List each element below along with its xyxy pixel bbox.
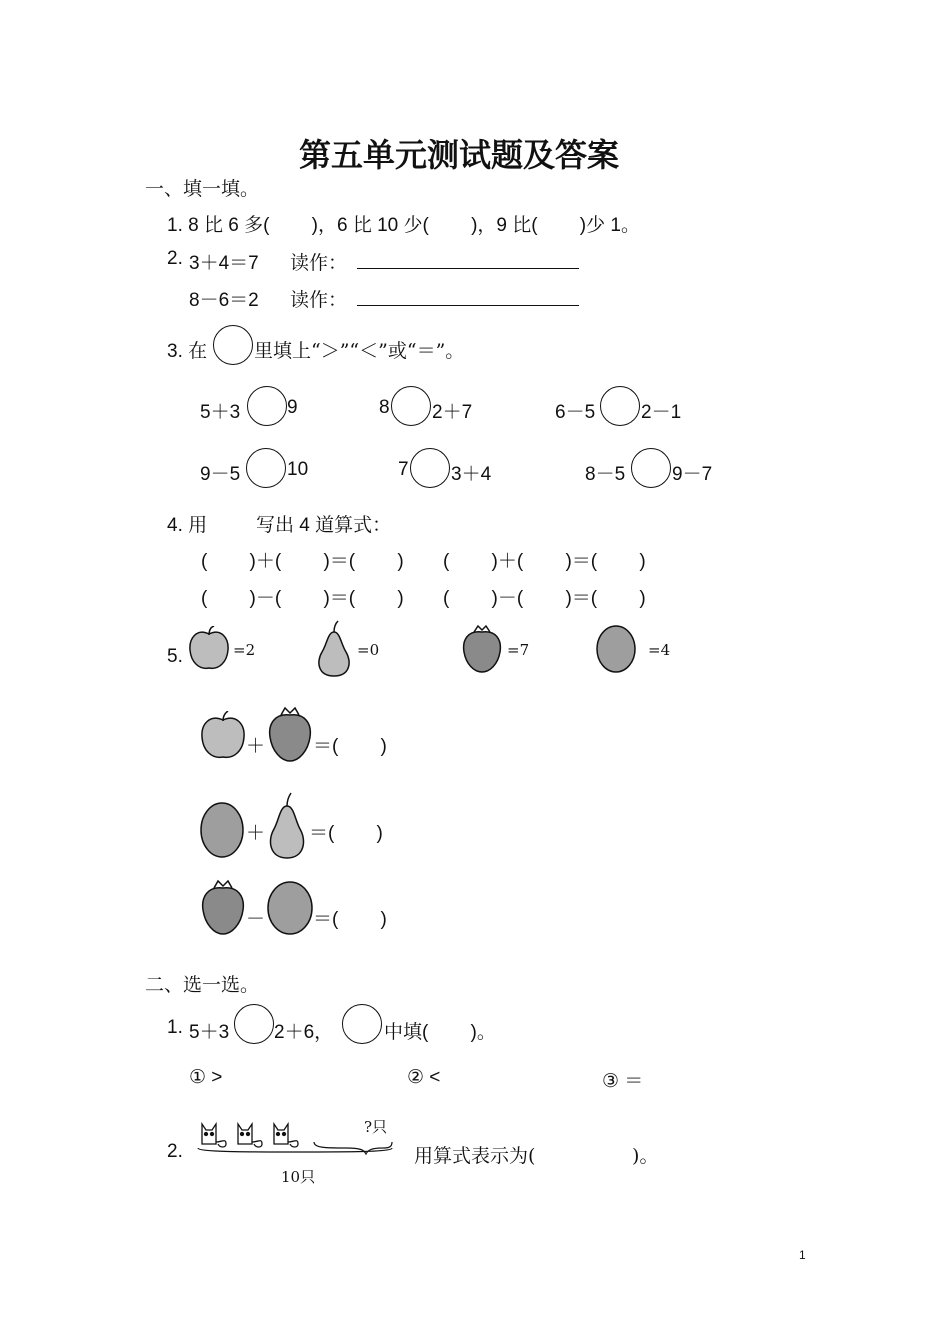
strawberry-icon <box>199 878 247 936</box>
question-1-1: 1. 8 比 6 多( )，6 比 10 少( )，9 比( )少 1。 <box>167 215 640 236</box>
pear-icon <box>314 620 354 678</box>
cat-icon <box>238 1124 262 1147</box>
minus-sign: － <box>246 908 266 930</box>
question-2-2-number: 2. <box>167 1141 183 1162</box>
question-2-1-left: 5＋3 <box>189 1022 230 1043</box>
compare-right-6: 9－7 <box>672 464 713 485</box>
compare-circle-8 <box>342 1004 382 1044</box>
orange-icon <box>594 624 638 674</box>
question-2-1-mid: 2＋6， <box>274 1022 334 1043</box>
section-1-heading: 一、填一填。 <box>145 178 260 200</box>
strawberry-icon <box>266 705 314 763</box>
read-label-2: 读作： <box>290 289 348 311</box>
answer-blank-1: ＝( ) <box>313 736 387 757</box>
question-1-3-prefix: 3. 在 <box>167 341 208 362</box>
question-1-3-suffix: 里填上“＞”“＜”或“＝”。 <box>254 340 465 362</box>
compare-circle-5[interactable] <box>410 448 450 488</box>
read-blank-2[interactable] <box>357 305 579 306</box>
addition-equation-2: ( )＋( )＝( ) <box>443 551 646 572</box>
question-1-4-suffix: 写出 4 道算式： <box>256 515 392 536</box>
compare-left-4: 9－5 <box>200 464 241 485</box>
question-1-5-number: 5. <box>167 646 183 667</box>
compare-right-3: 2－1 <box>641 402 682 423</box>
pear-value: =0 <box>357 641 380 659</box>
plus-sign-2: ＋ <box>246 822 266 844</box>
compare-circle-7[interactable] <box>234 1004 274 1044</box>
orange-icon <box>199 801 247 859</box>
compare-right-4: 10 <box>287 459 309 480</box>
compare-circle-2[interactable] <box>391 386 431 426</box>
plus-sign-1: ＋ <box>246 735 266 757</box>
compare-right-1: 9 <box>287 397 298 418</box>
compare-left-5: 7 <box>398 459 409 480</box>
subtraction-equation-1: ( )－( )＝( ) <box>201 588 404 609</box>
question-2-1-end: 中填( )。 <box>384 1022 496 1043</box>
answer-blank-3: ＝( ) <box>313 909 387 930</box>
question-2-2-text: 用算式表示为( )。 <box>414 1145 659 1167</box>
compare-circle-example <box>213 325 253 365</box>
cat-icon <box>274 1124 298 1147</box>
compare-circle-3[interactable] <box>600 386 640 426</box>
pear-icon <box>266 792 308 860</box>
apple-icon <box>199 711 247 761</box>
compare-circle-4[interactable] <box>246 448 286 488</box>
compare-left-6: 8－5 <box>585 464 626 485</box>
compare-left-3: 6－5 <box>555 402 596 423</box>
read-blank-1[interactable] <box>357 268 579 269</box>
apple-icon <box>187 626 231 672</box>
section-2-heading: 二、选一选。 <box>145 974 260 996</box>
equation-8-minus-6: 8－6＝2 <box>189 290 259 311</box>
addition-equation-1: ( )＋( )＝( ) <box>201 551 404 572</box>
compare-right-5: 3＋4 <box>451 464 492 485</box>
option-2[interactable]: ② < <box>407 1067 441 1088</box>
option-1[interactable]: ① > <box>189 1067 223 1088</box>
compare-left-1: 5＋3 <box>200 402 241 423</box>
orange-value: =4 <box>648 641 671 659</box>
option-3[interactable]: ③ ＝ <box>602 1071 644 1092</box>
page-number: 1 <box>799 1248 806 1262</box>
answer-blank-2: ＝( ) <box>309 823 383 844</box>
question-2-1-number: 1. <box>167 1017 183 1038</box>
question-1-2-number: 2. <box>167 248 183 269</box>
orange-icon <box>266 880 314 936</box>
subtraction-equation-2: ( )－( )＝( ) <box>443 588 646 609</box>
total-count-label: 10只 <box>281 1168 316 1186</box>
strawberry-value: =7 <box>507 641 530 659</box>
apple-value: =2 <box>233 641 256 659</box>
question-1-4-prefix: 4. 用 <box>167 515 208 536</box>
strawberry-icon <box>460 624 504 674</box>
compare-circle-6[interactable] <box>631 448 671 488</box>
unknown-count-label: ?只 <box>364 1118 388 1136</box>
page-title: 第五单元测试题及答案 <box>299 136 620 174</box>
cat-icon <box>202 1124 226 1147</box>
compare-circle-1[interactable] <box>247 386 287 426</box>
equation-3-plus-4: 3＋4＝7 <box>189 253 259 274</box>
read-label-1: 读作： <box>290 252 348 274</box>
compare-left-2: 8 <box>379 397 390 418</box>
compare-right-2: 2＋7 <box>432 402 473 423</box>
